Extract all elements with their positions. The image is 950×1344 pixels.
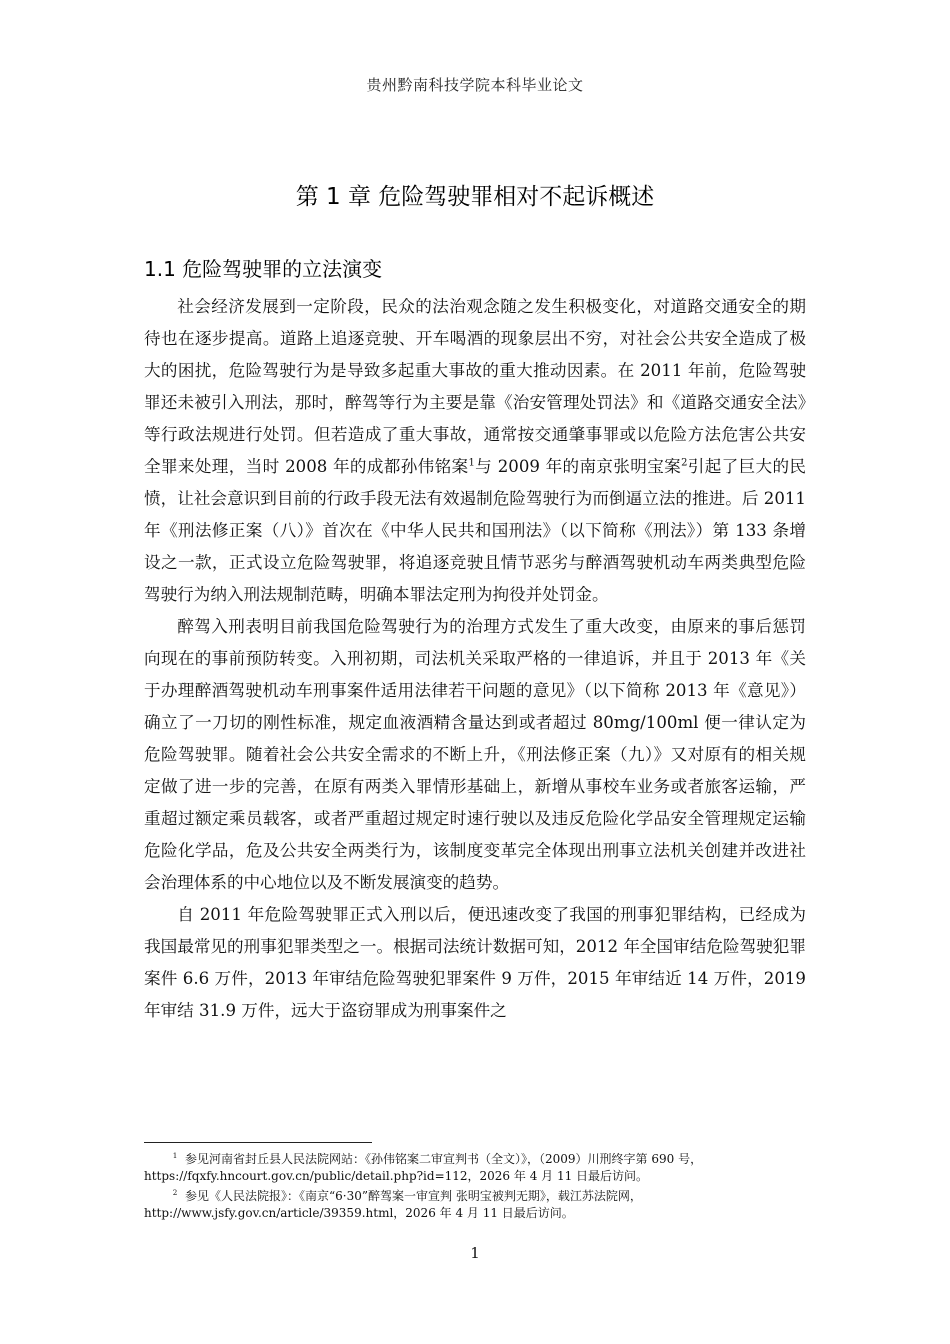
paragraph-1 [144,291,806,611]
paragraph-3: 自 2011 年危险驾驶罪正式入刑以后，便迅速改变了我国的刑事犯罪结构，已经成为我国最常见的刑事犯罪类型之一。根据司法统计数据可知，2012 年全国审结危险驾驶犯罪案件 6.6 万件，2013 年审结危险驾驶犯罪案件 9 万件，2015 年审结近 14 万件，2019 年审结 31.9 万件，远大于盗窃罪成为刑事案件之 [144,905,806,1020]
body-text [144,291,806,1027]
footnote-ref-2[interactable]: 2 [681,457,688,469]
paragraph-1-part-a: 社会经济发展到一定阶段，民众的法治观念随之发生积极变化，对道路交通安全的期待也在逐步提高。道路上追逐竞驶、开车喝酒的现象层出不穷，对社会公共安全造成了极大的困扰，危险驾驶行为是导致多起重大事故的重大推动因素。在 2011 年前，危险驾驶罪还未被引入刑法，那时，醉驾等行为主要是靠《治安管理处罚法》和《道路交通安全法》等行政法规进行处罚。但若造成了重大事故，通常按交通肇事罪或以危险方法危害公共安全罪来处理，当时 2008 年的成都孙伟铭案 [144,297,806,476]
footnote-1-text: 参见河南省封丘县人民法院网站：《孙伟铭案二审宣判书（全文）》，（2009）川刑终字第 690 号，https://fqxfy.hncourt.gov.cn/public/detail.php?id=112，2026 年 4 月 11 日最后访问。 [144,1152,703,1183]
footnote-ref-1[interactable]: 1 [468,457,475,469]
running-header: 贵州黔南科技学院本科毕业论文 [366,76,584,94]
section-title: 1.1 危险驾驶罪的立法演变 [144,257,383,281]
footnote-2-mark: 2 [172,1188,178,1197]
footnote-2 [144,1188,806,1222]
page-number: 1 [470,1244,480,1262]
footnote-2-text: 参见《人民法院报》：《南京“6·30”醉驾案一审宣判 张明宝被判无期》，载江苏法院网，http://www.jsfy.gov.cn/article/39359.html，2026 年 4 月 11 日最后访问。 [144,1189,642,1220]
chapter-title: 第 1 章 危险驾驶罪相对不起诉概述 [295,184,655,210]
footnote-1 [144,1151,806,1185]
footnote-separator [144,1142,372,1143]
paragraph-1-part-c: 引起了巨大的民愤，让社会意识到目前的行政手段无法有效遏制危险驾驶行为而倒逼立法的推进。后 2011 年《刑法修正案（八）》首次在《中华人民共和国刑法》（以下简称《刑法》）第 133 条增设之一款，正式设立危险驾驶罪，将追逐竞驶且情节恶劣与醉酒驾驶机动车两类典型危险驾驶行为纳入刑法规制范畴，明确本罪法定刑为拘役并处罚金。 [144,457,807,604]
paragraph-2: 醉驾入刑表明目前我国危险驾驶行为的治理方式发生了重大改变，由原来的事后惩罚向现在的事前预防转变。入刑初期，司法机关采取严格的一律追诉，并且于 2013 年《关于办理醉酒驾驶机动车刑事案件适用法律若干问题的意见》（以下简称 2013 年《意见》）确立了一刀切的刚性标准，规定血液酒精含量达到或者超过 80mg/100ml 便一律认定为危险驾驶罪。随着社会公共安全需求的不断上升，《刑法修正案（九）》又对原有的相关规定做了进一步的完善，在原有两类入罪情形基础上，新增从事校车业务或者旅客运输，严重超过额定乘员载客，或者严重超过规定时速行驶以及违反危险化学品安全管理规定运输危险化学品，危及公共安全两类行为，该制度变革完全体现出刑事立法机关创建并改进社会治理体系的中心地位以及不断发展演变的趋势。 [144,617,806,892]
paragraph-1-part-b: 与 2009 年的南京张明宝案 [474,457,682,476]
footnotes [144,1151,806,1225]
footnote-1-mark: 1 [172,1151,178,1160]
